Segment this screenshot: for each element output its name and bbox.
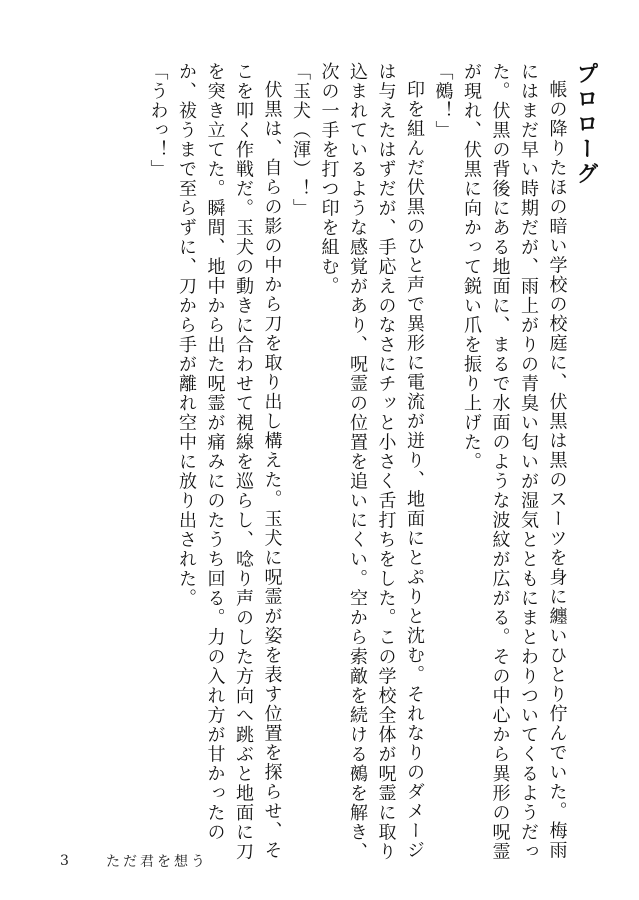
running-title: ただ君を想う — [106, 854, 208, 870]
paragraph-3: 伏黒は、自らの影の中から刀を取り出し構えた。玉犬に呪霊が姿を表す位置を探らせ、そこを叩く作戦だ。玉犬の動きに合わせて視線を巡らし、唸り声のした方向へ跳ぶと地面に刀を突き立てた。瞬間、地中から出た呪霊が痛みにのたうち回る。力の入れ方が甘かったのか、祓うまで至らずに、刀から手が離れ空中に放り出された。 — [176, 62, 283, 862]
vertical-text-block — [39, 62, 599, 862]
dialogue-1: 「鵺！」 — [432, 62, 454, 140]
page-number: 3 — [60, 853, 69, 869]
dialogue-3: 「うわっ！」 — [147, 62, 169, 179]
chapter-title: プロローグ — [573, 62, 598, 187]
paragraph-1: 帳の降りたほの暗い学校の校庭に、伏黒は黒のスーツを身に纏いひとり佇んでいた。梅雨にはまだ早い時期だが、雨上がりの青臭い匂いが湿気とともにまとわりついてくるようだった。伏黒の背後にある地面に、まるで水面のような波紋が広がる。その中心から異形の呪霊が現れ、伏黒に向かって鋭い爪を振り上げた。 — [461, 62, 568, 862]
dialogue-2: 「玉犬（渾）！」 — [290, 62, 311, 218]
paragraph-2: 印を組んだ伏黒のひと声で異形に電流が迸り、地面にとぷりと沈む。それなりのダメージは与えたはずだが、手応えのなさにチッと小さく舌打ちをした。この学校全体が呪霊に取り込まれているような感覚があり、呪霊の位置を追いにくい。空から索敵を続ける鵺を解き、次の一手を打つ印を組む。 — [318, 62, 425, 862]
